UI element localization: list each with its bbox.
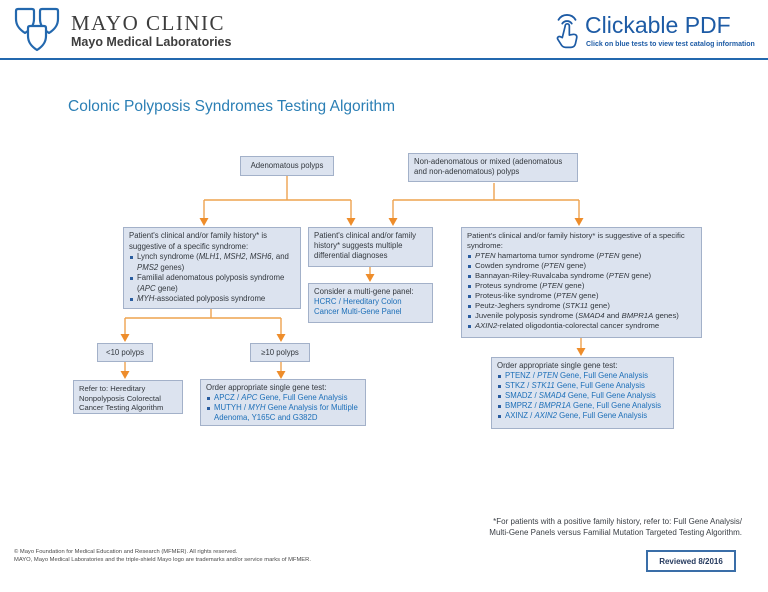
order-intro: Order appropriate single gene test: [497, 361, 618, 370]
mayo-triple-shield-logo-icon [13, 6, 65, 58]
footnote-line: *For patients with a positive family history, refer to: Full Gene Analysis/ [493, 517, 742, 526]
syndrome-item: MYH-associated polyposis syndrome [129, 294, 295, 305]
copyright [14, 549, 311, 564]
node-order-single-gene-right [491, 357, 674, 429]
clickable-pdf-title: Clickable PDF [585, 12, 731, 38]
node-non-adenomatous-polyps: Non-adenomatous or mixed (adenomatous and non-adenomatous) polyps [408, 153, 578, 182]
syndrome-item: Cowden syndrome (PTEN gene) [467, 261, 696, 271]
left-history-intro: Patient's clinical and/or family history* is suggestive of a specific syndrome: [129, 231, 267, 251]
syndrome-item: Familial adenomatous polyposis syndrome (APC gene) [129, 273, 295, 294]
clickable-pdf-subtitle: Click on blue tests to view test catalog information [586, 41, 755, 48]
node-multigene-panel [308, 283, 433, 323]
page-title: Colonic Polyposis Syndromes Testing Algorithm [68, 98, 396, 115]
node-10-or-more-polyps: ≥10 polyps [250, 343, 310, 362]
reviewed-badge: Reviewed 8/2016 [646, 550, 736, 572]
copyright-line: © Mayo Foundation for Medical Education and Research (MFMER). All rights reserved. [14, 549, 238, 555]
test-link-smadz[interactable]: SMADZ / SMAD4 Gene, Full Gene Analysis [497, 391, 668, 401]
syndrome-item: Peutz-Jeghers syndrome (STK11 gene) [467, 301, 696, 311]
test-link-bmprz[interactable]: BMPRZ / BMPR1A Gene, Full Gene Analysis [497, 401, 668, 411]
node-refer-hnpcc: Refer to: Hereditary Nonpolyposis Colorectal Cancer Testing Algorithm [73, 380, 183, 414]
brand-subtitle: Mayo Medical Laboratories [71, 35, 232, 49]
right-history-intro: Patient's clinical and/or family history* is suggestive of a specific syndrome: [467, 231, 685, 250]
syndrome-item: Bannayan-Riley-Ruvalcaba syndrome (PTEN gene) [467, 271, 696, 281]
hcrc-panel-link[interactable]: HCRC / Hereditary Colon Cancer Multi-Gene Panel [314, 297, 402, 316]
node-under-10-polyps: <10 polyps [97, 343, 153, 362]
test-link-mutyh[interactable]: MUTYH / MYH Gene Analysis for Multiple Adenoma, Y165C and G382D [206, 403, 360, 423]
syndrome-item: AXIN2-related oligodontia-colorectal cancer syndrome [467, 321, 696, 331]
syndrome-item: Proteus syndrome (PTEN gene) [467, 281, 696, 291]
syndrome-item: Juvenile polyposis syndrome (SMAD4 and BMPR1A genes) [467, 311, 696, 321]
node-order-single-gene-left [200, 379, 366, 426]
footnote-line: Multi-Gene Panels versus Familial Mutation Targeted Testing Algorithm. [489, 527, 742, 537]
order-intro: Order appropriate single gene test: [206, 383, 327, 392]
test-link-ptenz[interactable]: PTENZ / PTEN Gene, Full Gene Analysis [497, 371, 668, 381]
footnote [412, 517, 742, 538]
node-adenomatous-polyps: Adenomatous polyps [240, 156, 334, 176]
test-link-stkz[interactable]: STKZ / STK11 Gene, Full Gene Analysis [497, 381, 668, 391]
header-divider [0, 58, 768, 60]
copyright-line: MAYO, Mayo Medical Laboratories and the triple-shield Mayo logo are trademarks and/or service marks of MFMER. [14, 556, 311, 563]
test-link-axinz[interactable]: AXINZ / AXIN2 Gene, Full Gene Analysis [497, 411, 668, 421]
syndrome-item: PTEN hamartoma tumor syndrome (PTEN gene) [467, 251, 696, 261]
node-middle-history: Patient's clinical and/or family history* suggests multiple differential diagnoses [308, 227, 433, 267]
panel-intro: Consider a multi-gene panel: [314, 287, 414, 296]
node-left-history [123, 227, 301, 309]
node-right-history [461, 227, 702, 338]
syndrome-item: Proteus-like syndrome (PTEN gene) [467, 291, 696, 301]
syndrome-item: Lynch syndrome (MLH1, MSH2, MSH6, and PMS2 genes) [129, 252, 295, 273]
click-hand-icon [551, 13, 583, 51]
test-link-apcz[interactable]: APCZ / APC Gene, Full Gene Analysis [206, 393, 360, 403]
brand-name: MAYO CLINIC [71, 11, 225, 35]
